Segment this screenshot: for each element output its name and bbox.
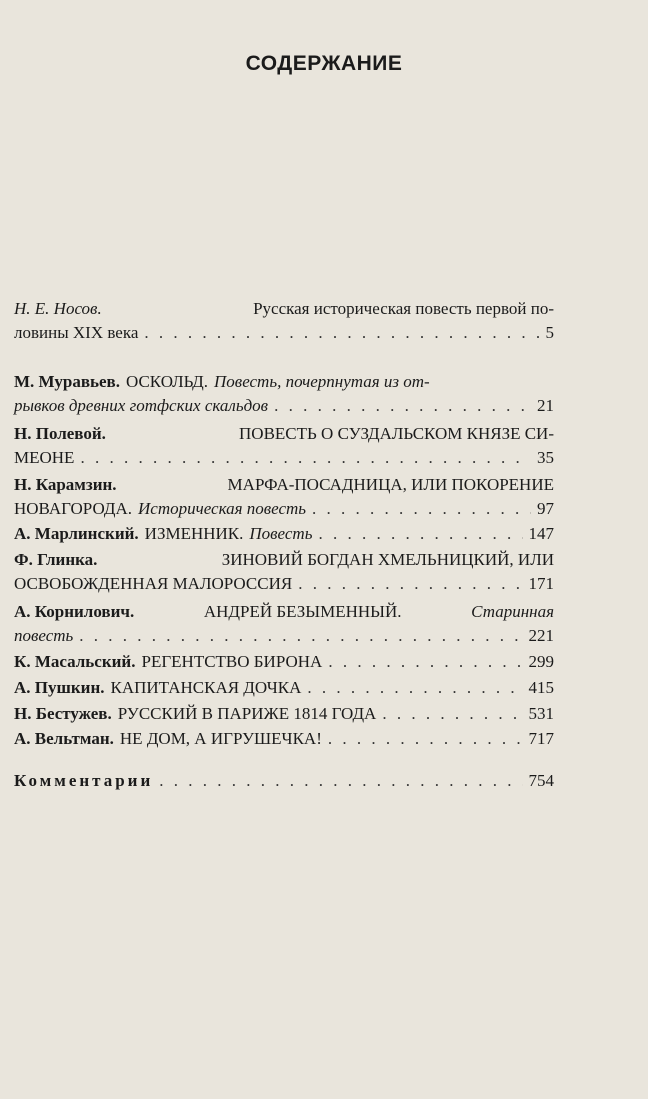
toc-entry	[14, 650, 554, 674]
toc-author: Н. Е. Носов.	[14, 299, 102, 318]
toc-subtitle: Повесть, почерпнутая из от-	[214, 372, 430, 391]
toc-entry-comments	[14, 769, 554, 793]
dot-leader	[268, 394, 531, 418]
toc-author: Н. Карамзин.	[14, 475, 117, 494]
toc-page: 147	[528, 524, 554, 543]
toc-title: Русская историческая повесть первой по-	[253, 299, 554, 318]
dot-leader	[153, 769, 522, 793]
toc-page: 97	[537, 499, 554, 518]
toc-author: Ф. Глинка.	[14, 550, 98, 569]
toc-line	[14, 676, 554, 700]
page-title: СОДЕРЖАНИЕ	[245, 52, 403, 75]
toc-title: ОСВОБОЖДЕННАЯ МАЛОРОССИЯ	[14, 574, 293, 593]
toc-entry	[14, 297, 554, 345]
toc-title: КАПИТАНСКАЯ ДОЧКА	[110, 678, 302, 697]
toc-page: 754	[528, 771, 554, 790]
toc-author: Н. Бестужев.	[14, 704, 112, 723]
toc-author: М. Муравьев.	[14, 372, 120, 391]
dot-leader	[322, 727, 523, 751]
toc-line	[14, 522, 554, 546]
toc-title: МАРФА-ПОСАДНИЦА, ИЛИ ПОКОРЕНИЕ	[227, 475, 554, 494]
toc-line	[14, 422, 554, 446]
dot-leader	[292, 572, 522, 596]
dot-leader	[376, 702, 522, 726]
toc-page: 299	[528, 652, 554, 671]
toc-title: РЕГЕНТСТВО БИРОНА	[141, 652, 323, 671]
toc-page: 221	[528, 626, 554, 645]
dot-leader	[306, 497, 531, 521]
toc-subtitle: Историческая повесть	[138, 499, 307, 518]
toc-entry	[14, 422, 554, 470]
toc-title: РУССКИЙ В ПАРИЖЕ 1814 ГОДА	[117, 704, 377, 723]
toc-title: ЗИНОВИЙ БОГДАН ХМЕЛЬНИЦКИЙ, ИЛИ	[221, 550, 554, 569]
toc-line	[14, 769, 554, 793]
toc-line	[14, 497, 554, 521]
toc-line	[14, 600, 554, 624]
dot-leader	[301, 676, 522, 700]
toc-entry	[14, 548, 554, 596]
toc-page: 171	[528, 574, 554, 593]
toc-title: ловины XIX века	[14, 323, 139, 342]
toc-title: ИЗМЕННИК.	[144, 524, 244, 543]
toc-title: МЕОНЕ	[14, 448, 75, 467]
dot-leader	[73, 624, 522, 648]
toc-author: А. Марлинский.	[14, 524, 139, 543]
toc-line	[14, 473, 554, 497]
toc-page: 415	[528, 678, 554, 697]
toc-entry	[14, 370, 554, 418]
toc-line	[14, 394, 554, 418]
toc-line	[14, 321, 554, 345]
toc-page: 35	[537, 448, 554, 467]
toc-author: К. Масальский.	[14, 652, 136, 671]
toc-page: 5	[545, 323, 554, 342]
toc-subtitle: Старинная	[471, 602, 554, 621]
toc-line	[14, 548, 554, 572]
toc-title: ПОВЕСТЬ О СУЗДАЛЬСКОМ КНЯЗЕ СИ-	[239, 424, 554, 443]
toc-line	[14, 297, 554, 321]
toc-line	[14, 727, 554, 751]
toc-entry	[14, 473, 554, 521]
toc-entry	[14, 727, 554, 751]
toc-author: А. Вельтман.	[14, 729, 114, 748]
toc-title: НОВАГОРОДА.	[14, 499, 132, 518]
toc-page: 21	[537, 396, 554, 415]
toc-page: 531	[528, 704, 554, 723]
toc-title: ОСКОЛЬД.	[125, 372, 209, 391]
comments-label: Комментарии	[14, 771, 154, 790]
toc-line	[14, 572, 554, 596]
dot-leader	[322, 650, 522, 674]
dot-leader	[74, 446, 531, 470]
toc-line	[14, 650, 554, 674]
dot-leader	[312, 522, 522, 546]
toc-subtitle: повесть	[14, 626, 74, 645]
toc-entry	[14, 522, 554, 546]
toc-title: АНДРЕЙ БЕЗЫМЕННЫЙ.	[203, 602, 402, 621]
toc-subtitle: Повесть	[249, 524, 313, 543]
toc-subtitle: рывков древних готфских скальдов	[14, 396, 269, 415]
toc-line	[14, 624, 554, 648]
toc-line	[14, 446, 554, 470]
toc-author: А. Пушкин.	[14, 678, 105, 697]
dot-leader	[138, 321, 539, 345]
toc-title: НЕ ДОМ, А ИГРУШЕЧКА!	[119, 729, 322, 748]
toc-page: 717	[528, 729, 554, 748]
toc-entry	[14, 702, 554, 726]
toc-author: Н. Полевой.	[14, 424, 106, 443]
toc-author: А. Корнилович.	[14, 602, 135, 621]
toc-entry	[14, 676, 554, 700]
toc-line	[14, 370, 554, 394]
toc-entry	[14, 600, 554, 648]
toc-line	[14, 702, 554, 726]
